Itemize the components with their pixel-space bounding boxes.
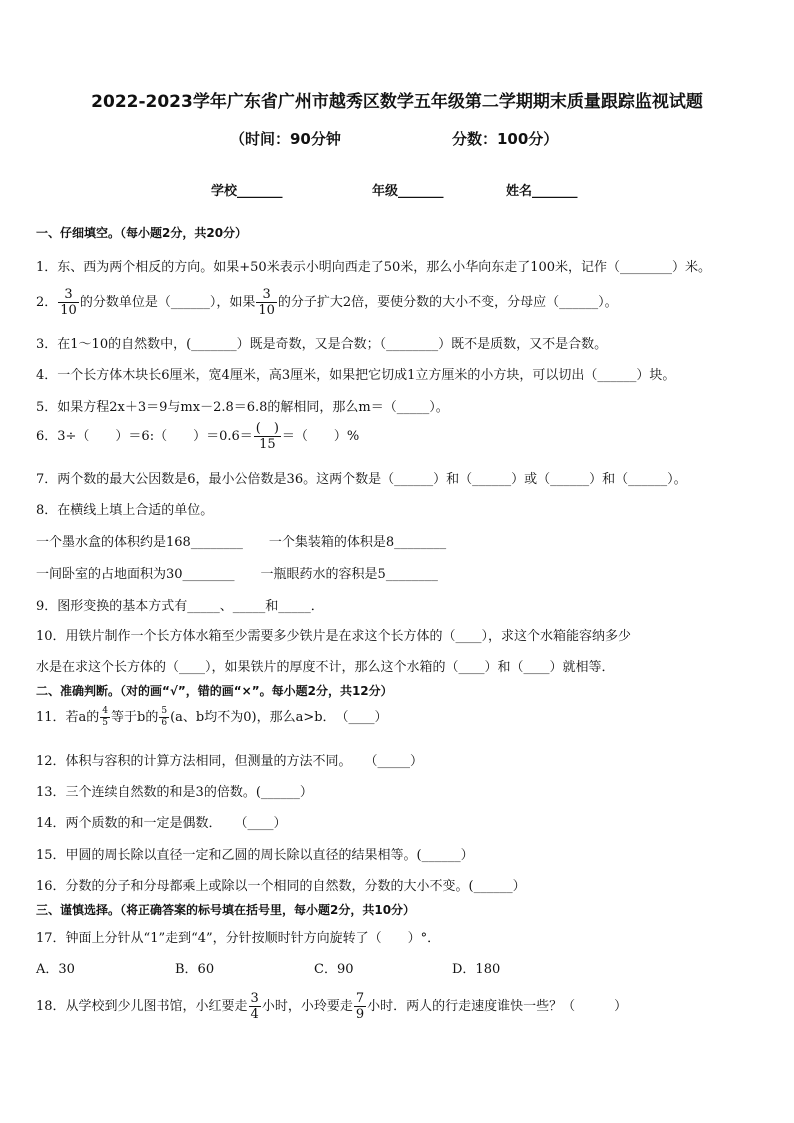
- question-1: 1．东、西为两个相反的方向。如果+50米表示小明向西走了50米，那么小华向东走了100米，记作（________）米。: [36, 260, 712, 275]
- question-13: 13．三个连续自然数的和是3的倍数。(______）: [36, 785, 313, 800]
- numerator: 3: [256, 288, 277, 303]
- section-2-heading: 二、准确判断。（对的画“√”，错的画“×”。每小题2分，共12分）: [36, 684, 393, 698]
- numerator: 7: [355, 991, 365, 1006]
- question-4: 4．一个长方体木块长6厘米，宽4厘米，高3厘米，如果把它切成1立方厘米的小方块，可以切出（______）块。: [36, 368, 676, 383]
- grade-field: 年级_______: [372, 184, 444, 199]
- option-d: D．180: [452, 962, 501, 977]
- denominator: 15: [259, 437, 276, 452]
- section-1-heading: 一、仔细填空。（每小题2分，共20分）: [36, 226, 248, 240]
- denominator: 4: [250, 1007, 259, 1022]
- option-b: B．60: [175, 962, 215, 977]
- question-7: 7．两个数的最大公因数是6，最小公倍数是36。这两个数是（______）和（______）或（______）和（______）。: [36, 472, 687, 487]
- question-text: ＝（ ）%: [281, 429, 360, 444]
- question-9: 9．图形变换的基本方式有_____、_____和_____．: [36, 599, 324, 614]
- question-16: 16．分数的分子和分母都乘上或除以一个相同的自然数，分数的大小不变。(______）: [36, 879, 526, 894]
- question-6: [36, 422, 359, 451]
- question-10-line-a: 10．用铁片制作一个长方体水箱至少需要多少铁片是在求这个长方体的（____），求这个水箱能容纳多少: [36, 629, 632, 644]
- denominator: 6: [161, 718, 168, 728]
- fraction: [354, 992, 366, 1021]
- question-2: [36, 288, 618, 317]
- question-text: 等于b的: [111, 710, 159, 725]
- question-8: 8．在横线上填上合适的单位。: [36, 503, 214, 518]
- section-3-heading: 三、谨慎选择。（将正确答案的标号填在括号里，每小题2分，共10分）: [36, 903, 416, 917]
- numerator: 3: [58, 288, 79, 303]
- fraction: [58, 288, 79, 317]
- page-title: 2022-2023学年广东省广州市越秀区数学五年级第二学期期末质量跟踪监视试题: [91, 92, 703, 112]
- question-number: 2．: [36, 295, 58, 310]
- numerator: 5: [161, 706, 168, 716]
- question-10-line-b: 水是在求这个长方体的（____），如果铁片的厚度不计，那么这个水箱的（____）和（____）就相等．: [36, 660, 615, 675]
- school-field: 学校_______: [211, 184, 283, 199]
- denominator: 10: [258, 303, 275, 318]
- exam-score: 分数：100分）: [452, 130, 559, 148]
- fraction: [159, 707, 169, 728]
- option-a: A．30: [36, 962, 75, 977]
- option-c: C．90: [314, 962, 354, 977]
- question-11: [36, 706, 388, 728]
- question-14: 14．两个质数的和一定是偶数． （____）: [36, 816, 287, 831]
- question-12: 12．体积与容积的计算方法相同，但测量的方法不同。 （_____）: [36, 754, 424, 769]
- question-text: 18．从学校到少儿图书馆，小红要走: [36, 999, 248, 1014]
- denominator: 9: [355, 1007, 365, 1022]
- numerator: 4: [102, 706, 109, 716]
- denominator: 10: [60, 303, 77, 318]
- question-15: 15．甲圆的周长除以直径一定和乙圆的周长除以直径的结果相等。(______）: [36, 848, 474, 863]
- question-8-line-a: 一个墨水盒的体积约是168________ 一个集装箱的体积是8________: [36, 535, 447, 550]
- question-8-line-b: 一间卧室的占地面积为30________ 一瓶眼药水的容积是5________: [36, 567, 438, 582]
- fraction: [100, 707, 110, 728]
- numerator: ( ): [255, 421, 279, 436]
- question-text: 11．若a的: [36, 710, 100, 725]
- question-text: (a、b均不为0)，那么a>b． （____）: [170, 710, 388, 725]
- question-17: 17．钟面上分针从“1”走到“4”，分针按顺时针方向旋转了（ ）°．: [36, 931, 441, 946]
- question-text: 小时．两人的行走速度谁快一些？（ ）: [367, 999, 628, 1014]
- question-text: 6．3÷（ ）＝6:（ ）＝0.6＝: [36, 429, 253, 444]
- numerator: 3: [250, 991, 259, 1006]
- fraction: [249, 992, 261, 1021]
- exam-time: （时间：90分钟: [230, 130, 341, 148]
- question-18: [36, 992, 627, 1021]
- question-5: 5．如果方程2x＋3＝9与mx－2.8＝6.8的解相同，那么m＝（_____）。: [36, 400, 449, 415]
- question-text: 小时，小玲要走: [261, 999, 353, 1014]
- question-text: 的分数单位是（______），如果: [79, 295, 256, 310]
- denominator: 5: [102, 718, 109, 728]
- fraction: [254, 422, 281, 451]
- question-text: 的分子扩大2倍，要使分数的大小不变，分母应（______）。: [277, 295, 618, 310]
- question-3: 3．在1～10的自然数中，(_______）既是奇数，又是合数；（________）既不是质数，又不是合数。: [36, 337, 608, 352]
- fraction: [256, 288, 277, 317]
- name-field: 姓名_______: [506, 184, 578, 199]
